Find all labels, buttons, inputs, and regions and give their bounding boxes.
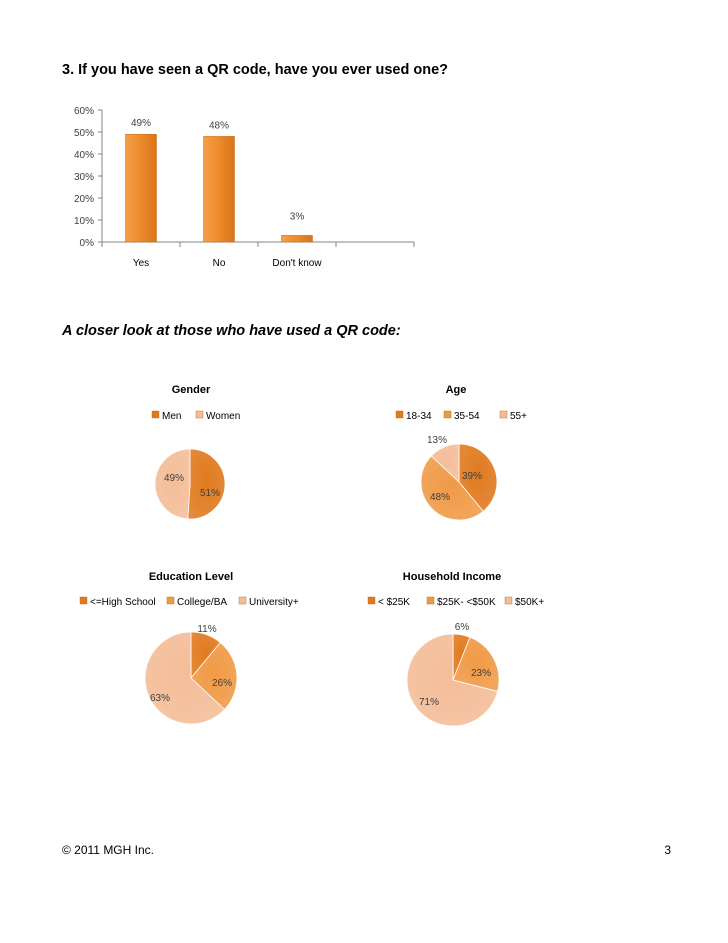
pie-title: Education Level	[148, 571, 234, 583]
pie-data-label: 26%	[211, 678, 233, 689]
bar-data-label: 48%	[208, 120, 230, 132]
legend-label: $25K- <$50K	[437, 597, 496, 608]
pie-data-label: 51%	[199, 488, 221, 499]
legend-swatch	[167, 597, 174, 604]
legend-label: <=High School	[90, 597, 156, 608]
pie-slice	[188, 449, 225, 519]
legend-swatch	[196, 411, 203, 418]
bar-data-label: 3%	[289, 211, 305, 223]
y-tick-label: 10%	[73, 216, 94, 227]
pie-title: Age	[445, 384, 467, 396]
pie-data-label: 48%	[429, 492, 451, 503]
legend-label: University+	[249, 597, 299, 608]
pie-title: Gender	[171, 384, 211, 396]
pie-chart-household-income	[368, 571, 544, 726]
x-category-label: No	[212, 258, 226, 269]
y-tick-label: 20%	[73, 194, 94, 205]
legend-label: Men	[162, 411, 182, 422]
pie-data-label: 11%	[197, 624, 217, 635]
legend-label: 35-54	[454, 411, 480, 422]
pie-title: Household Income	[402, 571, 502, 583]
pie-data-label: 39%	[461, 471, 483, 482]
pie-data-label: 63%	[149, 693, 171, 704]
pie-data-label: 13%	[426, 435, 448, 446]
y-tick-label: 0%	[79, 238, 94, 249]
pie-chart-education-level	[80, 571, 299, 724]
pie-chart-age	[396, 384, 527, 520]
y-tick-label: 50%	[73, 128, 94, 139]
y-tick-label: 60%	[73, 106, 94, 117]
legend-swatch	[505, 597, 512, 604]
pie-data-label: 71%	[418, 697, 440, 708]
pie-chart-gender	[152, 384, 240, 519]
pie-data-label: 23%	[470, 668, 492, 679]
legend-swatch	[500, 411, 507, 418]
footer-page-number: 3	[664, 843, 671, 857]
x-category-label: Yes	[132, 258, 150, 269]
legend-swatch	[80, 597, 87, 604]
pie-data-label: 6%	[454, 622, 470, 633]
legend-swatch	[444, 411, 451, 418]
y-tick-label: 40%	[73, 150, 94, 161]
y-tick-label: 30%	[73, 172, 94, 183]
pie-data-label: 49%	[163, 473, 185, 484]
legend-swatch	[239, 597, 246, 604]
legend-label: < $25K	[378, 597, 410, 608]
legend-swatch	[427, 597, 434, 604]
question-title: 3. If you have seen a QR code, have you ever used one?	[62, 62, 448, 78]
legend-label: $50K+	[515, 597, 545, 608]
legend-swatch	[396, 411, 403, 418]
legend-label: College/BA	[177, 597, 228, 608]
footer-copyright: © 2011 MGH Inc.	[62, 843, 154, 857]
legend-label: 55+	[510, 411, 527, 422]
x-category-label: Don't know	[272, 258, 322, 269]
legend-swatch	[368, 597, 375, 604]
bar-data-label: 49%	[130, 118, 152, 130]
section-title: A closer look at those who have used a QR code:	[62, 323, 401, 339]
legend-label: 18-34	[406, 411, 432, 422]
legend-swatch	[152, 411, 159, 418]
legend-label: Women	[206, 411, 241, 422]
